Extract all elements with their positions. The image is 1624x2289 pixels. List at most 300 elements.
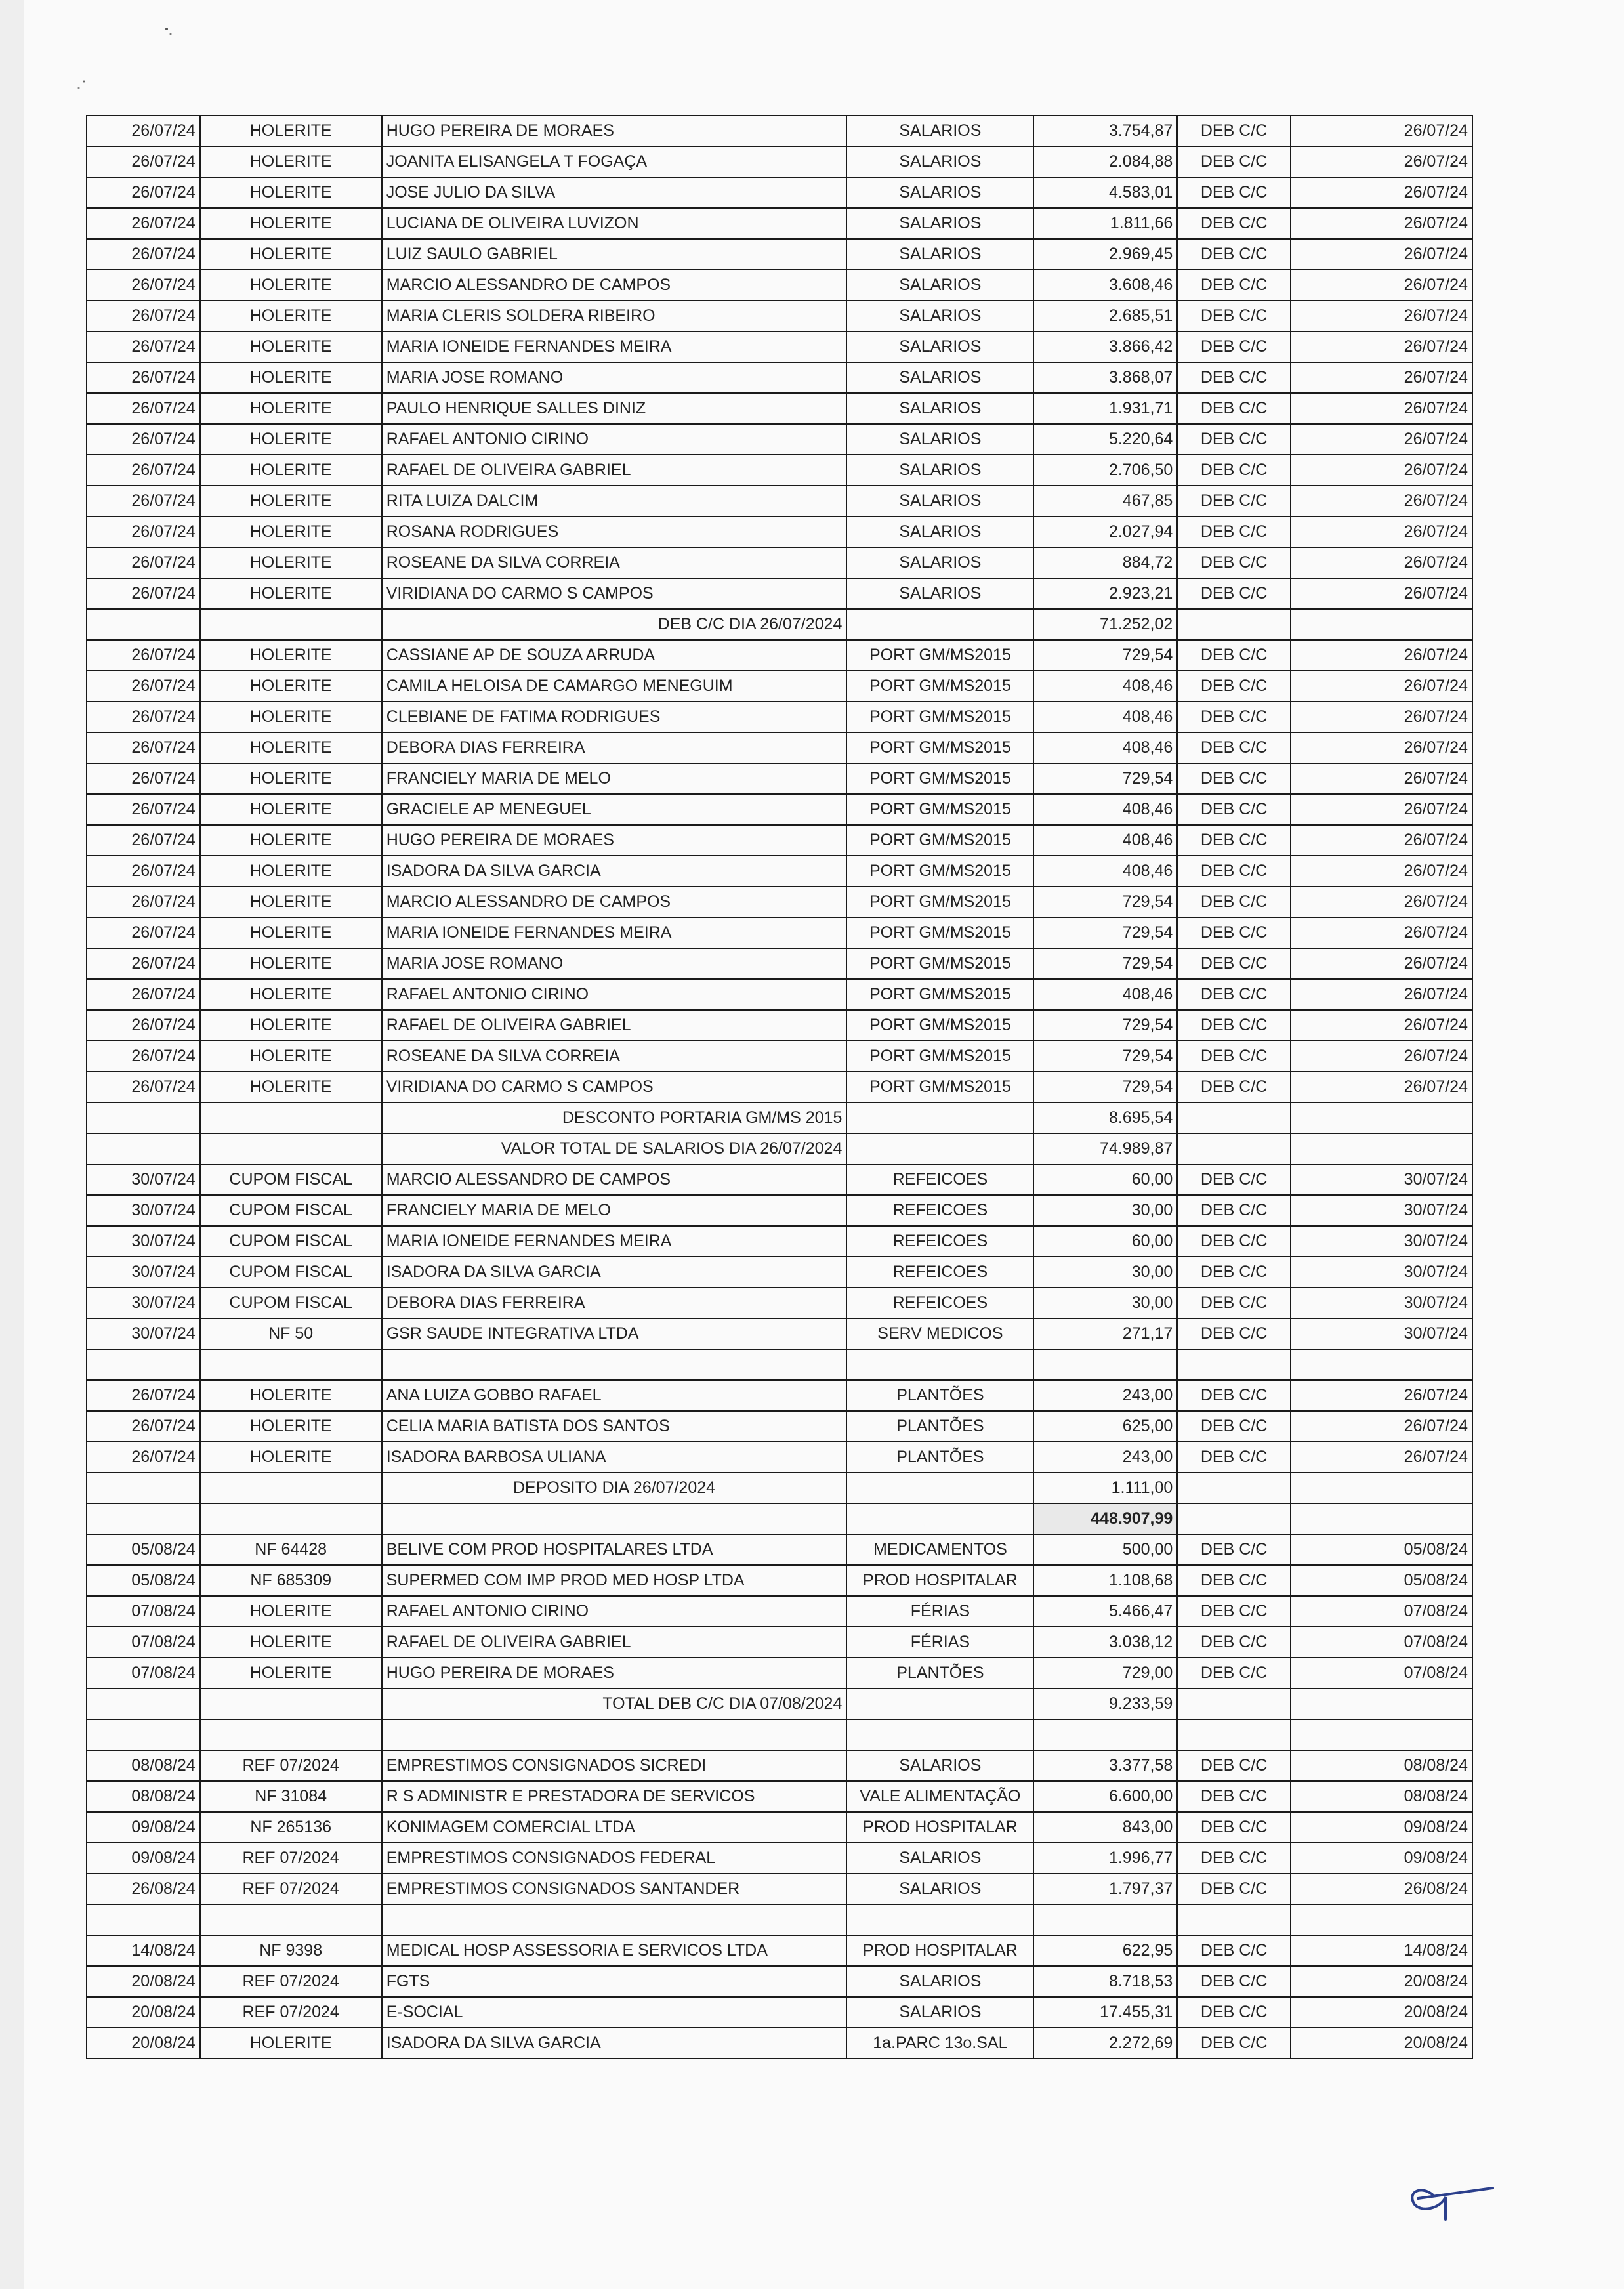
category-cell: SALARIOS [846, 424, 1033, 455]
document-cell: HOLERITE [200, 979, 382, 1010]
name-cell: ISADORA DA SILVA GARCIA [382, 2028, 847, 2059]
due-date-cell: 26/07/24 [1291, 979, 1472, 1010]
document-cell: HOLERITE [200, 948, 382, 979]
value-cell: 2.027,94 [1033, 516, 1177, 547]
document-cell: HOLERITE [200, 116, 382, 146]
due-date-cell [1291, 1102, 1472, 1133]
due-date-cell: 26/07/24 [1291, 424, 1472, 455]
date-cell: 26/07/24 [87, 331, 200, 362]
subtotal-label: DEPOSITO DIA 26/07/2024 [382, 1473, 847, 1503]
category-cell: REFEICOES [846, 1288, 1033, 1318]
payment-cell: DEB C/C [1177, 1935, 1291, 1966]
due-date-cell: 26/07/24 [1291, 270, 1472, 301]
value-cell: 3.866,42 [1033, 331, 1177, 362]
payment-cell: DEB C/C [1177, 455, 1291, 486]
category-cell: SALARIOS [846, 270, 1033, 301]
payment-cell: DEB C/C [1177, 2028, 1291, 2059]
payment-cell: DEB C/C [1177, 547, 1291, 578]
name-cell: ROSANA RODRIGUES [382, 516, 847, 547]
subtotal-row [87, 609, 1472, 640]
due-date-cell: 30/07/24 [1291, 1288, 1472, 1318]
table-row [87, 1226, 1472, 1257]
payment-cell: DEB C/C [1177, 763, 1291, 794]
due-date-cell: 26/07/24 [1291, 578, 1472, 609]
due-date-cell [1291, 1473, 1472, 1503]
document-cell: REF 07/2024 [200, 1874, 382, 1904]
category-cell: PORT GM/MS2015 [846, 948, 1033, 979]
due-date-cell: 26/07/24 [1291, 177, 1472, 208]
table-row [87, 825, 1472, 856]
table-row [87, 1257, 1472, 1288]
name-cell: HUGO PEREIRA DE MORAES [382, 1658, 847, 1689]
subtotal-row [87, 1102, 1472, 1133]
table-row [87, 1195, 1472, 1226]
table-row [87, 1781, 1472, 1812]
name-cell: EMPRESTIMOS CONSIGNADOS SICREDI [382, 1750, 847, 1781]
value-cell: 2.706,50 [1033, 455, 1177, 486]
date-cell: 26/07/24 [87, 1072, 200, 1102]
payment-cell: DEB C/C [1177, 1534, 1291, 1565]
document-cell: HOLERITE [200, 1380, 382, 1411]
table-row [87, 794, 1472, 825]
blank-row [87, 1904, 1472, 1935]
date-cell [87, 1102, 200, 1133]
due-date-cell: 26/07/24 [1291, 917, 1472, 948]
category-cell: SALARIOS [846, 362, 1033, 393]
table-row [87, 455, 1472, 486]
due-date-cell [1291, 1689, 1472, 1719]
category-cell: SALARIOS [846, 516, 1033, 547]
value-cell [1033, 1719, 1177, 1750]
value-cell: 5.466,47 [1033, 1596, 1177, 1627]
value-cell: 500,00 [1033, 1534, 1177, 1565]
due-date-cell: 08/08/24 [1291, 1750, 1472, 1781]
name-cell: MARCIO ALESSANDRO DE CAMPOS [382, 887, 847, 917]
name-cell: EMPRESTIMOS CONSIGNADOS FEDERAL [382, 1843, 847, 1874]
category-cell: SALARIOS [846, 301, 1033, 331]
document-cell: NF 265136 [200, 1812, 382, 1843]
table-row [87, 331, 1472, 362]
name-cell: VIRIDIANA DO CARMO S CAMPOS [382, 1072, 847, 1102]
name-cell: RAFAEL ANTONIO CIRINO [382, 1596, 847, 1627]
name-cell: ROSEANE DA SILVA CORREIA [382, 1041, 847, 1072]
document-cell: NF 685309 [200, 1565, 382, 1596]
document-cell: HOLERITE [200, 1041, 382, 1072]
value-cell: 1.811,66 [1033, 208, 1177, 239]
document-cell: HOLERITE [200, 1658, 382, 1689]
value-cell: 729,54 [1033, 1041, 1177, 1072]
document-cell: HOLERITE [200, 516, 382, 547]
table-row [87, 208, 1472, 239]
subtotal-row [87, 1133, 1472, 1164]
payment-cell: DEB C/C [1177, 979, 1291, 1010]
value-cell: 243,00 [1033, 1380, 1177, 1411]
due-date-cell: 26/07/24 [1291, 331, 1472, 362]
value-cell: 4.583,01 [1033, 177, 1177, 208]
name-cell: MARIA IONEIDE FERNANDES MEIRA [382, 331, 847, 362]
value-cell: 30,00 [1033, 1257, 1177, 1288]
table-row [87, 239, 1472, 270]
value-cell: 30,00 [1033, 1195, 1177, 1226]
value-cell: 3.377,58 [1033, 1750, 1177, 1781]
date-cell: 30/07/24 [87, 1288, 200, 1318]
value-cell: 408,46 [1033, 671, 1177, 702]
date-cell: 26/07/24 [87, 146, 200, 177]
document-cell: HOLERITE [200, 146, 382, 177]
category-cell: SALARIOS [846, 393, 1033, 424]
value-cell: 8.718,53 [1033, 1966, 1177, 1997]
date-cell: 09/08/24 [87, 1812, 200, 1843]
payment-cell: DEB C/C [1177, 1781, 1291, 1812]
name-cell: FGTS [382, 1966, 847, 1997]
date-cell: 26/07/24 [87, 301, 200, 331]
table-row [87, 640, 1472, 671]
category-cell [846, 1349, 1033, 1380]
due-date-cell: 26/07/24 [1291, 362, 1472, 393]
name-cell: GRACIELE AP MENEGUEL [382, 794, 847, 825]
due-date-cell [1291, 1133, 1472, 1164]
document-cell [200, 1133, 382, 1164]
document-cell: HOLERITE [200, 2028, 382, 2059]
subtotal-value: 74.989,87 [1033, 1133, 1177, 1164]
document-cell: REF 07/2024 [200, 1750, 382, 1781]
name-cell: CLEBIANE DE FATIMA RODRIGUES [382, 702, 847, 732]
blank-row [87, 1349, 1472, 1380]
due-date-cell: 26/07/24 [1291, 948, 1472, 979]
due-date-cell: 26/08/24 [1291, 1874, 1472, 1904]
category-cell: FÉRIAS [846, 1596, 1033, 1627]
category-cell [846, 1689, 1033, 1719]
date-cell: 26/07/24 [87, 979, 200, 1010]
due-date-cell: 07/08/24 [1291, 1627, 1472, 1658]
payment-cell: DEB C/C [1177, 1812, 1291, 1843]
document-cell: NF 31084 [200, 1781, 382, 1812]
name-cell: FRANCIELY MARIA DE MELO [382, 1195, 847, 1226]
category-cell: PORT GM/MS2015 [846, 856, 1033, 887]
document-cell: HOLERITE [200, 239, 382, 270]
name-cell: ISADORA DA SILVA GARCIA [382, 1257, 847, 1288]
payment-cell: DEB C/C [1177, 208, 1291, 239]
document-cell [200, 1473, 382, 1503]
date-cell [87, 1473, 200, 1503]
document-cell: HOLERITE [200, 1411, 382, 1442]
value-cell: 243,00 [1033, 1442, 1177, 1473]
value-cell: 3.868,07 [1033, 362, 1177, 393]
due-date-cell: 26/07/24 [1291, 825, 1472, 856]
due-date-cell: 26/07/24 [1291, 239, 1472, 270]
name-cell: FRANCIELY MARIA DE MELO [382, 763, 847, 794]
document-cell: HOLERITE [200, 1072, 382, 1102]
name-cell: MARIA JOSE ROMANO [382, 948, 847, 979]
table-row [87, 763, 1472, 794]
due-date-cell: 30/07/24 [1291, 1318, 1472, 1349]
name-cell: SUPERMED COM IMP PROD MED HOSP LTDA [382, 1565, 847, 1596]
category-cell: SALARIOS [846, 177, 1033, 208]
name-cell: DEBORA DIAS FERREIRA [382, 1288, 847, 1318]
value-cell: 1.108,68 [1033, 1565, 1177, 1596]
payment-cell: DEB C/C [1177, 331, 1291, 362]
due-date-cell: 26/07/24 [1291, 208, 1472, 239]
payment-cell: DEB C/C [1177, 116, 1291, 146]
category-cell: PORT GM/MS2015 [846, 979, 1033, 1010]
due-date-cell: 26/07/24 [1291, 1041, 1472, 1072]
payment-cell [1177, 1689, 1291, 1719]
due-date-cell: 26/07/24 [1291, 486, 1472, 516]
category-cell: SALARIOS [846, 146, 1033, 177]
payment-cell: DEB C/C [1177, 270, 1291, 301]
date-cell: 30/07/24 [87, 1226, 200, 1257]
value-cell: 3.038,12 [1033, 1627, 1177, 1658]
table-row [87, 887, 1472, 917]
payment-cell: DEB C/C [1177, 516, 1291, 547]
due-date-cell: 14/08/24 [1291, 1935, 1472, 1966]
subtotal-value: 71.252,02 [1033, 609, 1177, 640]
document-cell: HOLERITE [200, 887, 382, 917]
due-date-cell: 26/07/24 [1291, 794, 1472, 825]
due-date-cell: 26/07/24 [1291, 887, 1472, 917]
due-date-cell: 26/07/24 [1291, 1411, 1472, 1442]
value-cell: 408,46 [1033, 794, 1177, 825]
date-cell: 26/07/24 [87, 116, 200, 146]
subtotal-value: 8.695,54 [1033, 1102, 1177, 1133]
document-cell [200, 1689, 382, 1719]
date-cell: 14/08/24 [87, 1935, 200, 1966]
document-cell [200, 1503, 382, 1534]
subtotal-label: DESCONTO PORTARIA GM/MS 2015 [382, 1102, 847, 1133]
name-cell [382, 1349, 847, 1380]
name-cell: RAFAEL DE OLIVEIRA GABRIEL [382, 1627, 847, 1658]
table-row [87, 116, 1472, 146]
document-cell: HOLERITE [200, 578, 382, 609]
date-cell: 30/07/24 [87, 1195, 200, 1226]
table-row [87, 1935, 1472, 1966]
payment-cell [1177, 609, 1291, 640]
date-cell: 08/08/24 [87, 1781, 200, 1812]
date-cell: 07/08/24 [87, 1627, 200, 1658]
table-row [87, 393, 1472, 424]
payment-cell: DEB C/C [1177, 1195, 1291, 1226]
date-cell: 08/08/24 [87, 1750, 200, 1781]
name-cell: MARIA IONEIDE FERNANDES MEIRA [382, 917, 847, 948]
date-cell: 20/08/24 [87, 1997, 200, 2028]
table-row [87, 1966, 1472, 1997]
due-date-cell: 26/07/24 [1291, 856, 1472, 887]
due-date-cell: 26/07/24 [1291, 1072, 1472, 1102]
payment-cell: DEB C/C [1177, 1010, 1291, 1041]
document-cell: HOLERITE [200, 856, 382, 887]
category-cell: PLANTÕES [846, 1442, 1033, 1473]
due-date-cell: 26/07/24 [1291, 702, 1472, 732]
value-cell: 6.600,00 [1033, 1781, 1177, 1812]
category-cell: SALARIOS [846, 331, 1033, 362]
due-date-cell: 05/08/24 [1291, 1565, 1472, 1596]
due-date-cell: 26/07/24 [1291, 1380, 1472, 1411]
table-row [87, 1658, 1472, 1689]
date-cell [87, 1133, 200, 1164]
document-cell [200, 1719, 382, 1750]
payment-cell [1177, 1503, 1291, 1534]
document-cell: HOLERITE [200, 702, 382, 732]
category-cell: FÉRIAS [846, 1627, 1033, 1658]
date-cell: 26/07/24 [87, 825, 200, 856]
payment-cell: DEB C/C [1177, 917, 1291, 948]
table-row [87, 270, 1472, 301]
payment-cell: DEB C/C [1177, 1997, 1291, 2028]
payment-cell: DEB C/C [1177, 1843, 1291, 1874]
date-cell: 26/07/24 [87, 763, 200, 794]
document-cell: CUPOM FISCAL [200, 1195, 382, 1226]
document-cell: HOLERITE [200, 825, 382, 856]
document-cell: HOLERITE [200, 331, 382, 362]
name-cell: MARIA CLERIS SOLDERA RIBEIRO [382, 301, 847, 331]
table-row [87, 424, 1472, 455]
value-cell [1033, 1349, 1177, 1380]
document-cell: REF 07/2024 [200, 1966, 382, 1997]
value-cell: 843,00 [1033, 1812, 1177, 1843]
value-cell: 2.923,21 [1033, 578, 1177, 609]
document-cell: HOLERITE [200, 1442, 382, 1473]
category-cell: SALARIOS [846, 116, 1033, 146]
document-cell: HOLERITE [200, 1010, 382, 1041]
document-cell: REF 07/2024 [200, 1843, 382, 1874]
date-cell [87, 1904, 200, 1935]
table-row [87, 1596, 1472, 1627]
due-date-cell: 26/07/24 [1291, 1010, 1472, 1041]
value-cell: 625,00 [1033, 1411, 1177, 1442]
category-cell: PORT GM/MS2015 [846, 917, 1033, 948]
document-cell: NF 64428 [200, 1534, 382, 1565]
name-cell: ANA LUIZA GOBBO RAFAEL [382, 1380, 847, 1411]
name-cell: GSR SAUDE INTEGRATIVA LTDA [382, 1318, 847, 1349]
date-cell: 05/08/24 [87, 1565, 200, 1596]
date-cell: 26/07/24 [87, 578, 200, 609]
name-cell: ROSEANE DA SILVA CORREIA [382, 547, 847, 578]
value-cell: 60,00 [1033, 1164, 1177, 1195]
payment-cell: DEB C/C [1177, 578, 1291, 609]
payment-cell: DEB C/C [1177, 1874, 1291, 1904]
value-cell: 729,54 [1033, 1072, 1177, 1102]
category-cell: REFEICOES [846, 1195, 1033, 1226]
scan-margin [0, 0, 24, 2289]
category-cell [846, 1719, 1033, 1750]
document-cell: HOLERITE [200, 794, 382, 825]
category-cell: REFEICOES [846, 1257, 1033, 1288]
date-cell: 26/07/24 [87, 1411, 200, 1442]
date-cell: 26/07/24 [87, 486, 200, 516]
date-cell: 07/08/24 [87, 1658, 200, 1689]
name-cell [382, 1503, 847, 1534]
payment-cell: DEB C/C [1177, 239, 1291, 270]
document-cell: HOLERITE [200, 917, 382, 948]
date-cell: 05/08/24 [87, 1534, 200, 1565]
table-row [87, 671, 1472, 702]
name-cell: RAFAEL DE OLIVEIRA GABRIEL [382, 1010, 847, 1041]
payment-cell: DEB C/C [1177, 856, 1291, 887]
value-cell: 408,46 [1033, 825, 1177, 856]
table-row [87, 1874, 1472, 1904]
payment-cell: DEB C/C [1177, 948, 1291, 979]
due-date-cell: 20/08/24 [1291, 1997, 1472, 2028]
table-row [87, 486, 1472, 516]
date-cell [87, 1689, 200, 1719]
category-cell: MEDICAMENTOS [846, 1534, 1033, 1565]
payment-cell: DEB C/C [1177, 1226, 1291, 1257]
category-cell [846, 609, 1033, 640]
grand-row [87, 1503, 1472, 1534]
table-row [87, 948, 1472, 979]
category-cell: PORT GM/MS2015 [846, 1072, 1033, 1102]
payment-cell: DEB C/C [1177, 1565, 1291, 1596]
payment-cell: DEB C/C [1177, 301, 1291, 331]
payment-cell: DEB C/C [1177, 732, 1291, 763]
document-cell: HOLERITE [200, 270, 382, 301]
payment-cell [1177, 1349, 1291, 1380]
due-date-cell [1291, 609, 1472, 640]
name-cell: CAMILA HELOISA DE CAMARGO MENEGUIM [382, 671, 847, 702]
table-row [87, 1750, 1472, 1781]
due-date-cell: 26/07/24 [1291, 732, 1472, 763]
table-row [87, 578, 1472, 609]
payment-cell: DEB C/C [1177, 177, 1291, 208]
document-cell: CUPOM FISCAL [200, 1288, 382, 1318]
value-cell: 729,54 [1033, 763, 1177, 794]
name-cell: MARIA IONEIDE FERNANDES MEIRA [382, 1226, 847, 1257]
due-date-cell: 26/07/24 [1291, 671, 1472, 702]
due-date-cell: 26/07/24 [1291, 640, 1472, 671]
date-cell: 26/07/24 [87, 239, 200, 270]
date-cell [87, 1719, 200, 1750]
payment-cell: DEB C/C [1177, 1257, 1291, 1288]
due-date-cell: 26/07/24 [1291, 116, 1472, 146]
category-cell: SALARIOS [846, 1750, 1033, 1781]
value-cell: 408,46 [1033, 702, 1177, 732]
name-cell: MARCIO ALESSANDRO DE CAMPOS [382, 270, 847, 301]
due-date-cell: 30/07/24 [1291, 1226, 1472, 1257]
date-cell: 26/07/24 [87, 455, 200, 486]
payment-cell: DEB C/C [1177, 146, 1291, 177]
due-date-cell [1291, 1719, 1472, 1750]
value-cell: 622,95 [1033, 1935, 1177, 1966]
due-date-cell: 26/07/24 [1291, 301, 1472, 331]
category-cell [846, 1473, 1033, 1503]
document-cell: HOLERITE [200, 763, 382, 794]
date-cell: 30/07/24 [87, 1318, 200, 1349]
value-cell: 729,00 [1033, 1658, 1177, 1689]
name-cell: HUGO PEREIRA DE MORAES [382, 116, 847, 146]
category-cell: PORT GM/MS2015 [846, 702, 1033, 732]
name-cell: RAFAEL ANTONIO CIRINO [382, 979, 847, 1010]
name-cell: KONIMAGEM COMERCIAL LTDA [382, 1812, 847, 1843]
date-cell: 30/07/24 [87, 1164, 200, 1195]
table-row [87, 547, 1472, 578]
date-cell: 26/07/24 [87, 702, 200, 732]
table-row [87, 979, 1472, 1010]
date-cell: 26/07/24 [87, 917, 200, 948]
date-cell: 26/07/24 [87, 794, 200, 825]
category-cell: REFEICOES [846, 1164, 1033, 1195]
due-date-cell: 07/08/24 [1291, 1658, 1472, 1689]
date-cell: 26/07/24 [87, 516, 200, 547]
name-cell: LUIZ SAULO GABRIEL [382, 239, 847, 270]
name-cell: LUCIANA DE OLIVEIRA LUVIZON [382, 208, 847, 239]
document-cell: HOLERITE [200, 301, 382, 331]
category-cell: PLANTÕES [846, 1658, 1033, 1689]
value-cell: 729,54 [1033, 887, 1177, 917]
value-cell: 30,00 [1033, 1288, 1177, 1318]
name-cell: R S ADMINISTR E PRESTADORA DE SERVICOS [382, 1781, 847, 1812]
value-cell: 17.455,31 [1033, 1997, 1177, 2028]
table-row [87, 1534, 1472, 1565]
